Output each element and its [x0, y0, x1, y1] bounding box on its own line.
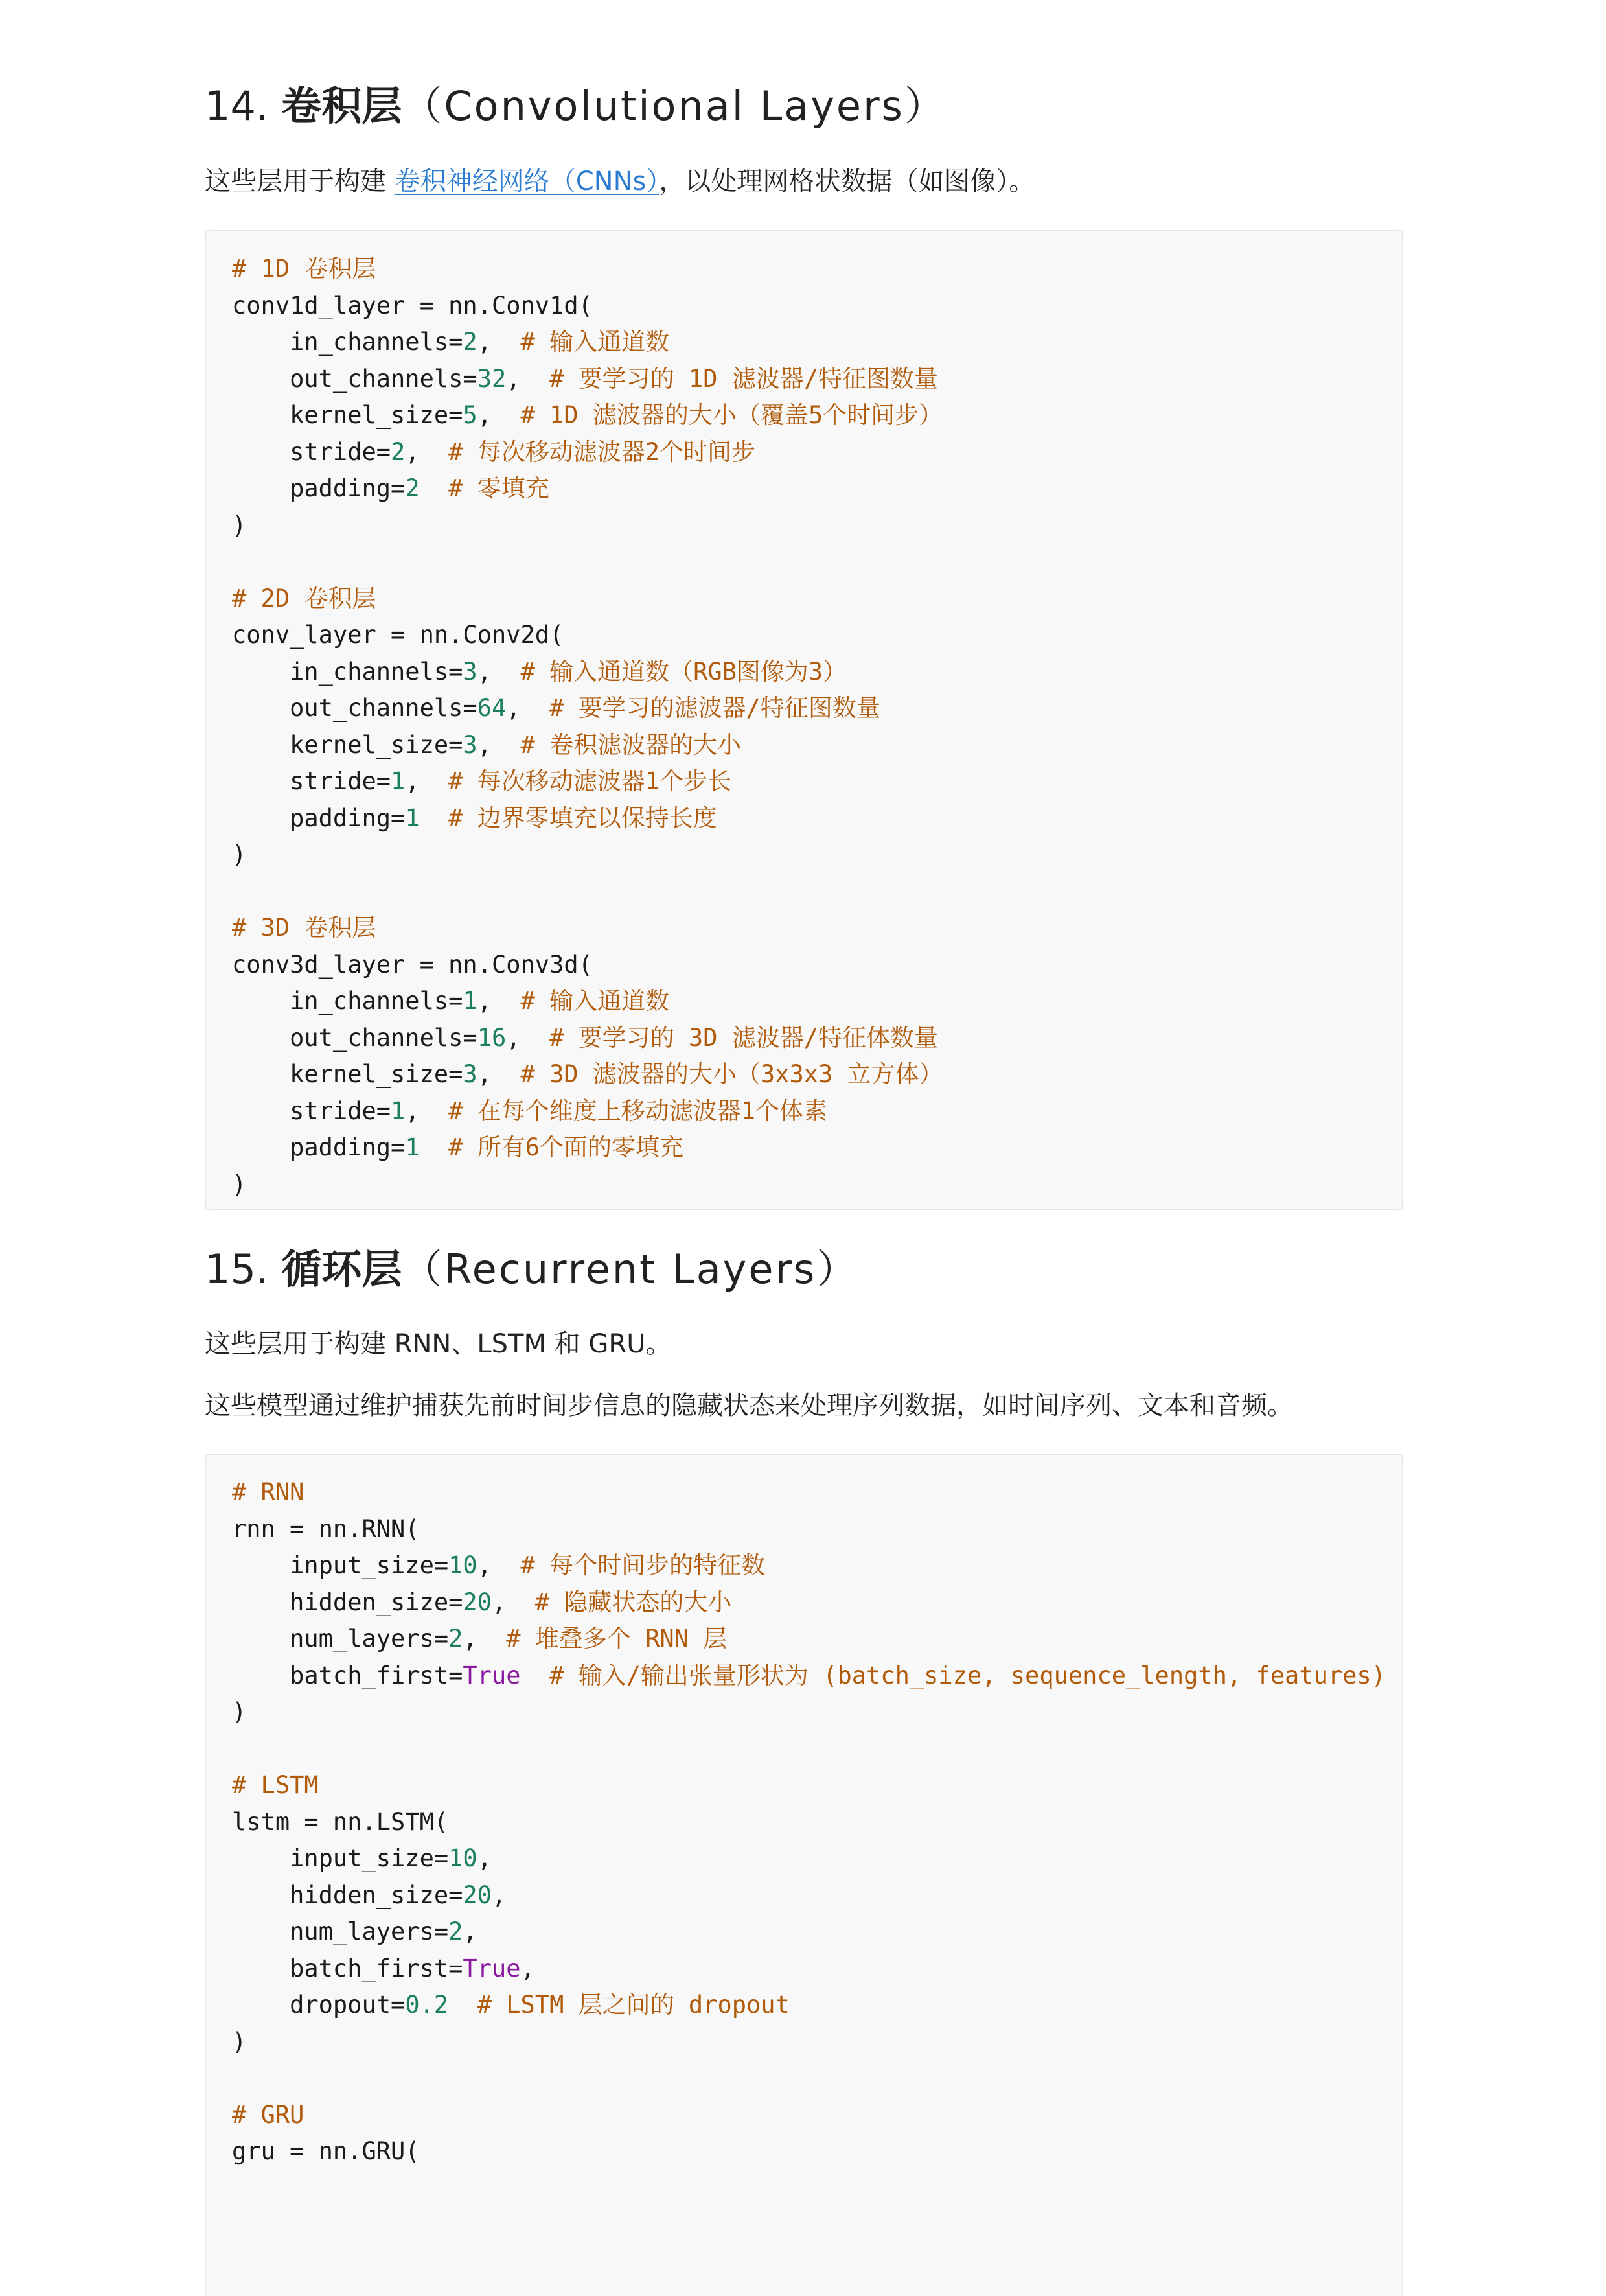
code-text	[521, 1662, 550, 1689]
code-text: rnn = nn.RNN(	[232, 1514, 420, 1543]
code-text: ,	[520, 1954, 535, 1982]
code-comment: # 3D 卷积层	[232, 914, 376, 942]
code-line	[232, 763, 943, 800]
code-text: conv_layer = nn.Conv2d(	[232, 621, 564, 649]
section-14-desc-suffix: ，以处理网格状数据（如图像）。	[659, 167, 1035, 196]
code-line	[232, 1511, 1386, 1548]
code-comment: # 所有6个面的零填充	[448, 1133, 683, 1161]
code-text: ,	[506, 694, 550, 722]
code-number: 1	[405, 804, 420, 832]
code-keyword: True	[463, 1954, 521, 1982]
section-14-desc-prefix: 这些层用于构建	[205, 167, 386, 196]
code-number: 2	[463, 328, 477, 356]
code-line	[232, 2024, 1386, 2061]
code-number: 20	[463, 1881, 492, 1909]
section-15-description-1: 这些层用于构建 RNN、LSTM 和 GRU。	[205, 1329, 672, 1359]
code-text: stride=	[232, 1096, 391, 1125]
code-comment: # 在每个维度上移动滤波器1个体素	[448, 1096, 827, 1125]
code-text: input_size=	[232, 1551, 449, 1579]
code-text: padding=	[232, 474, 406, 502]
code-text: in_channels=	[232, 657, 463, 686]
code-line	[232, 251, 943, 288]
code-text: ,	[477, 987, 521, 1015]
code-text: ,	[506, 1023, 550, 1052]
code-text: out_channels=	[232, 1023, 477, 1052]
code-number: 10	[448, 1551, 477, 1579]
code-block-conv	[205, 230, 1403, 1210]
code-line	[232, 324, 943, 361]
code-line	[232, 1020, 943, 1057]
section-15-number: 15.	[205, 1246, 269, 1293]
code-text: padding=	[232, 804, 406, 832]
code-line	[232, 837, 943, 874]
code-comment: # 1D 卷积层	[232, 255, 376, 283]
code-comment: # 卷积滤波器的大小	[520, 730, 742, 759]
code-line	[232, 2097, 1386, 2134]
code-number: 3	[463, 657, 477, 686]
section-15-title-cn: 循环层	[281, 1246, 402, 1293]
code-text: dropout=	[232, 1991, 406, 2019]
code-line	[232, 581, 943, 618]
code-comment: # LSTM 层之间的 dropout	[477, 1991, 790, 2019]
code-number: 3	[463, 1060, 477, 1088]
code-line	[232, 2060, 1386, 2097]
code-line	[232, 874, 943, 910]
code-line	[232, 1767, 1386, 1804]
code-text: conv1d_layer = nn.Conv1d(	[232, 291, 593, 319]
code-line	[232, 983, 943, 1020]
code-text: ,	[477, 328, 521, 356]
code-line	[232, 1840, 1386, 1877]
code-text: ,	[477, 1844, 492, 1872]
code-text: ,	[477, 657, 521, 686]
code-comment: # 要学习的 1D 滤波器/特征图数量	[549, 364, 939, 393]
code-number: 2	[405, 474, 420, 502]
code-text: batch_first=	[232, 1954, 463, 1982]
code-text: out_channels=	[232, 694, 477, 722]
code-number: 16	[477, 1023, 507, 1052]
code-text: in_channels=	[232, 328, 463, 356]
section-14-number: 14.	[205, 82, 269, 130]
code-number: 2	[448, 1918, 463, 1945]
code-text: padding=	[232, 1133, 406, 1161]
code-comment: # 要学习的滤波器/特征图数量	[549, 694, 880, 722]
code-line	[232, 910, 943, 947]
code-text: batch_first=	[232, 1661, 463, 1689]
code-comment: # 2D 卷积层	[232, 584, 376, 612]
code-line	[232, 544, 943, 581]
code-conv	[232, 251, 943, 1203]
code-line	[232, 2133, 1386, 2170]
code-text	[448, 1991, 477, 2019]
section-15-title-en: （Recurrent Layers）	[402, 1246, 859, 1293]
code-line	[232, 1584, 1386, 1621]
code-text: ,	[477, 730, 521, 759]
code-line	[232, 1694, 1386, 1731]
code-line	[232, 690, 943, 727]
code-line	[232, 1130, 943, 1166]
code-line	[232, 654, 943, 691]
code-comment: # 输入通道数	[520, 987, 670, 1015]
code-text: lstm = nn.LSTM(	[232, 1807, 449, 1836]
code-text: ,	[463, 1625, 507, 1652]
code-number: 5	[463, 401, 477, 429]
code-recurrent	[232, 1474, 1386, 2170]
code-comment: # 每次移动滤波器2个时间步	[448, 437, 755, 466]
code-text: ,	[477, 401, 521, 429]
code-number: 64	[477, 694, 507, 722]
code-number: 3	[463, 730, 477, 759]
code-comment: # RNN	[232, 1478, 304, 1506]
code-text: )	[232, 511, 247, 539]
code-line	[232, 727, 943, 764]
code-comment: # 输入通道数	[520, 328, 670, 356]
code-number: 10	[448, 1844, 477, 1872]
code-text: gru = nn.GRU(	[232, 2137, 420, 2165]
code-line	[232, 617, 943, 654]
code-text: )	[232, 2027, 247, 2056]
code-number: 1	[405, 1133, 420, 1161]
code-text: kernel_size=	[232, 1060, 463, 1088]
code-number: 1	[391, 1096, 406, 1125]
code-text: input_size=	[232, 1844, 449, 1872]
code-comment: # 隐藏状态的大小	[534, 1588, 732, 1616]
code-text: ,	[491, 1588, 535, 1616]
code-number: 2	[448, 1625, 463, 1652]
code-comment: # 边界零填充以保持长度	[448, 804, 717, 832]
code-text: conv3d_layer = nn.Conv3d(	[232, 950, 593, 979]
section-14-description	[205, 166, 1035, 197]
code-line	[232, 288, 943, 325]
code-comment: # 堆叠多个 RNN 层	[506, 1625, 728, 1652]
section-14-title-cn: 卷积层	[281, 82, 402, 130]
code-line	[232, 1877, 1386, 1914]
code-comment: # 输入/输出张量形状为 (batch_size, sequence_length, features)	[549, 1661, 1386, 1689]
code-text: num_layers=	[232, 1918, 449, 1945]
code-text: ,	[477, 1551, 521, 1579]
code-comment: # 要学习的 3D 滤波器/特征体数量	[549, 1023, 939, 1052]
code-number: 1	[391, 767, 406, 795]
code-text: stride=	[232, 437, 391, 466]
code-comment: # GRU	[232, 2100, 304, 2129]
code-text: )	[232, 841, 247, 868]
code-text: num_layers=	[232, 1625, 449, 1652]
code-block-recurrent	[205, 1454, 1403, 2296]
code-number: 32	[477, 364, 507, 393]
code-line	[232, 361, 943, 398]
code-keyword: True	[463, 1661, 521, 1689]
code-line	[232, 1987, 1386, 2024]
code-text: stride=	[232, 767, 391, 795]
code-text: kernel_size=	[232, 730, 463, 759]
cnn-link[interactable]: 卷积神经网络（CNNs）	[394, 167, 660, 196]
code-line	[232, 1658, 1386, 1695]
code-comment: # 每个时间步的特征数	[520, 1551, 766, 1579]
code-number: 1	[463, 987, 477, 1015]
code-text	[420, 474, 449, 502]
section-14-heading	[205, 82, 946, 130]
code-line	[232, 397, 943, 434]
code-line	[232, 1804, 1386, 1841]
code-text: )	[232, 1698, 247, 1726]
code-text: hidden_size=	[232, 1588, 463, 1616]
code-line	[232, 800, 943, 837]
code-text	[420, 804, 449, 832]
code-text: ,	[405, 767, 449, 795]
code-text	[420, 1133, 449, 1161]
code-line	[232, 507, 943, 544]
section-15-heading	[205, 1246, 859, 1293]
code-line	[232, 1951, 1386, 1988]
code-line	[232, 1166, 943, 1203]
section-15-description-2: 这些模型通过维护捕获先前时间步信息的隐藏状态来处理序列数据，如时间序列、文本和音频。	[205, 1391, 1293, 1421]
section-14-title-en: （Convolutional Layers）	[402, 82, 946, 130]
code-number: 0.2	[405, 1991, 449, 2019]
code-line	[232, 1093, 943, 1130]
code-text: hidden_size=	[232, 1881, 463, 1909]
code-number: 20	[463, 1588, 492, 1616]
code-comment: # 每次移动滤波器1个步长	[448, 767, 731, 795]
code-comment: # 输入通道数（RGB图像为3）	[520, 657, 847, 686]
code-number: 2	[391, 437, 406, 466]
code-line	[232, 1731, 1386, 1768]
code-line	[232, 1621, 1386, 1658]
code-text: ,	[405, 1096, 449, 1125]
code-line	[232, 1474, 1386, 1511]
code-line	[232, 1548, 1386, 1584]
code-line	[232, 434, 943, 471]
code-text: ,	[463, 1918, 477, 1945]
code-line	[232, 470, 943, 507]
code-text: ,	[405, 437, 449, 466]
code-comment: # 3D 滤波器的大小（3x3x3 立方体）	[520, 1060, 943, 1088]
code-line	[232, 947, 943, 984]
code-text: kernel_size=	[232, 401, 463, 429]
code-comment: # 零填充	[448, 474, 549, 502]
code-text: ,	[477, 1060, 521, 1088]
code-comment: # 1D 滤波器的大小（覆盖5个时间步）	[520, 401, 943, 429]
code-line	[232, 1056, 943, 1093]
code-line	[232, 1914, 1386, 1951]
code-text: out_channels=	[232, 364, 477, 393]
code-text: )	[232, 1170, 247, 1198]
code-text: ,	[491, 1881, 507, 1909]
code-comment: # LSTM	[232, 1771, 319, 1799]
code-text: in_channels=	[232, 987, 463, 1015]
code-text: ,	[506, 364, 550, 393]
